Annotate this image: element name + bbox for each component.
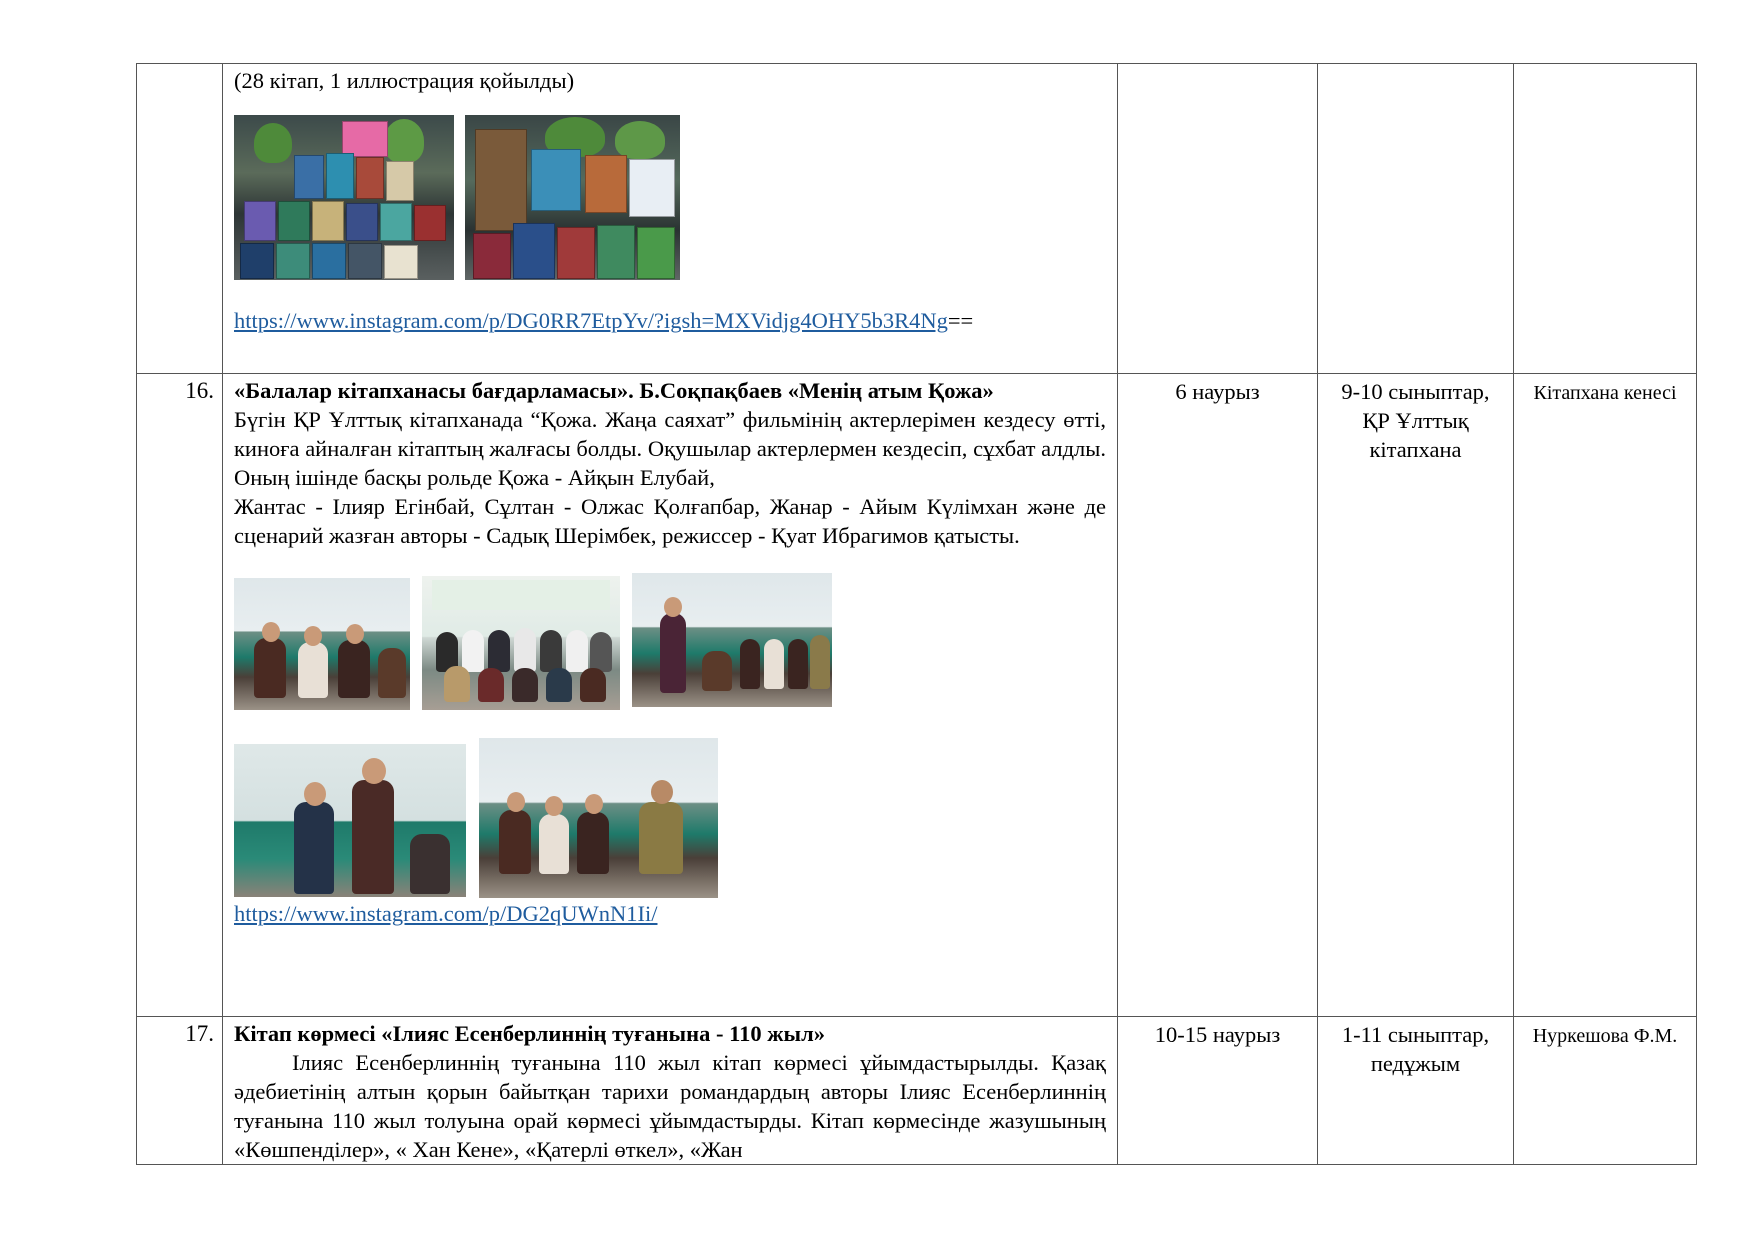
instagram-link-line	[234, 899, 1106, 928]
row-responsible: Нуркешова Ф.М.	[1514, 1017, 1697, 1165]
row-description	[223, 1017, 1118, 1165]
row-description	[223, 374, 1118, 1017]
book-exhibition-photo	[465, 115, 680, 280]
photo-gallery	[234, 575, 1106, 710]
event-paragraph: Жантас - Ілияр Егінбай, Сұлтан - Олжас Қолғапбар, Жанар - Айым Күлімхан және де сценарий жазған авторы - Садық Шерімбек, режиссер - Қуат Ибрагимов қатысты.	[234, 494, 1106, 548]
row-number	[137, 64, 223, 374]
event-paragraph: Ілияс Есенберлиннің туғанына 110 жыл кітап көрмесі ұйымдастырылды. Қазақ әдебиетінің алтын қорын байытқан тарихи романдардың авторы Ілияс Есенберлиннің туғанына 110 жыл толуына орай көрмесі ұйымдастырды. Кітап көрмесінде жазушының «Көшпенділер», « Хан Кене», «Қатерлі өткел», «Жан	[234, 1050, 1106, 1162]
row-audience: 9-10 сыныптар, ҚР Ұлттық кітапхана	[1318, 374, 1514, 1017]
table-row	[137, 64, 1697, 374]
table-row	[137, 374, 1697, 1017]
event-photo	[234, 744, 466, 897]
event-photo	[632, 573, 832, 707]
row-date: 10-15 наурыз	[1118, 1017, 1318, 1165]
instagram-link[interactable]: https://www.instagram.com/p/DG2qUWnN1Ii/	[234, 901, 658, 926]
table-row	[137, 1017, 1697, 1165]
caption: (28 кітап, 1 иллюстрация қойылды)	[234, 68, 575, 93]
event-title: «Балалар кітапханасы бағдарламасы». Б.Соқпақбаев «Менің атым Қожа»	[234, 378, 994, 403]
event-group-photo	[422, 576, 620, 710]
row-description	[223, 64, 1118, 374]
book-exhibition-photo	[234, 115, 454, 280]
event-title: Кітап көрмесі «Ілияс Есенберлиннің туғанына - 110 жыл»	[234, 1021, 825, 1046]
event-paragraph: Бүгін ҚР Ұлттық кітапханада “Қожа. Жаңа саяхат” фильмінің актерлерімен кездесу өтті, киноға айналған кітаптың жалғасы болды. Оқушылар актерлермен кездесіп, сұхбат алдлы. Оның ішінде басқы рольде Қожа - Айқын Елубай,	[234, 407, 1106, 490]
row-responsible: Кітапхана кенесі	[1514, 374, 1697, 1017]
row-audience: 1-11 сыныптар, педұжым	[1318, 1017, 1514, 1165]
row-number: 17.	[137, 1017, 223, 1165]
photo-gallery	[234, 738, 1106, 898]
row-number: 16.	[137, 374, 223, 1017]
instagram-link-line	[234, 306, 1106, 335]
event-photo	[234, 578, 410, 710]
row-responsible	[1514, 64, 1697, 374]
activities-table	[136, 63, 1697, 1165]
row-audience	[1318, 64, 1514, 374]
instagram-link[interactable]: https://www.instagram.com/p/DG0RR7EtpYv/?igsh=MXVidjg4OHY5b3R4Ng	[234, 308, 948, 333]
event-photo	[479, 738, 718, 898]
row-date	[1118, 64, 1318, 374]
row-date: 6 наурыз	[1118, 374, 1318, 1017]
link-suffix: ==	[947, 308, 974, 333]
photo-gallery	[234, 115, 1106, 280]
